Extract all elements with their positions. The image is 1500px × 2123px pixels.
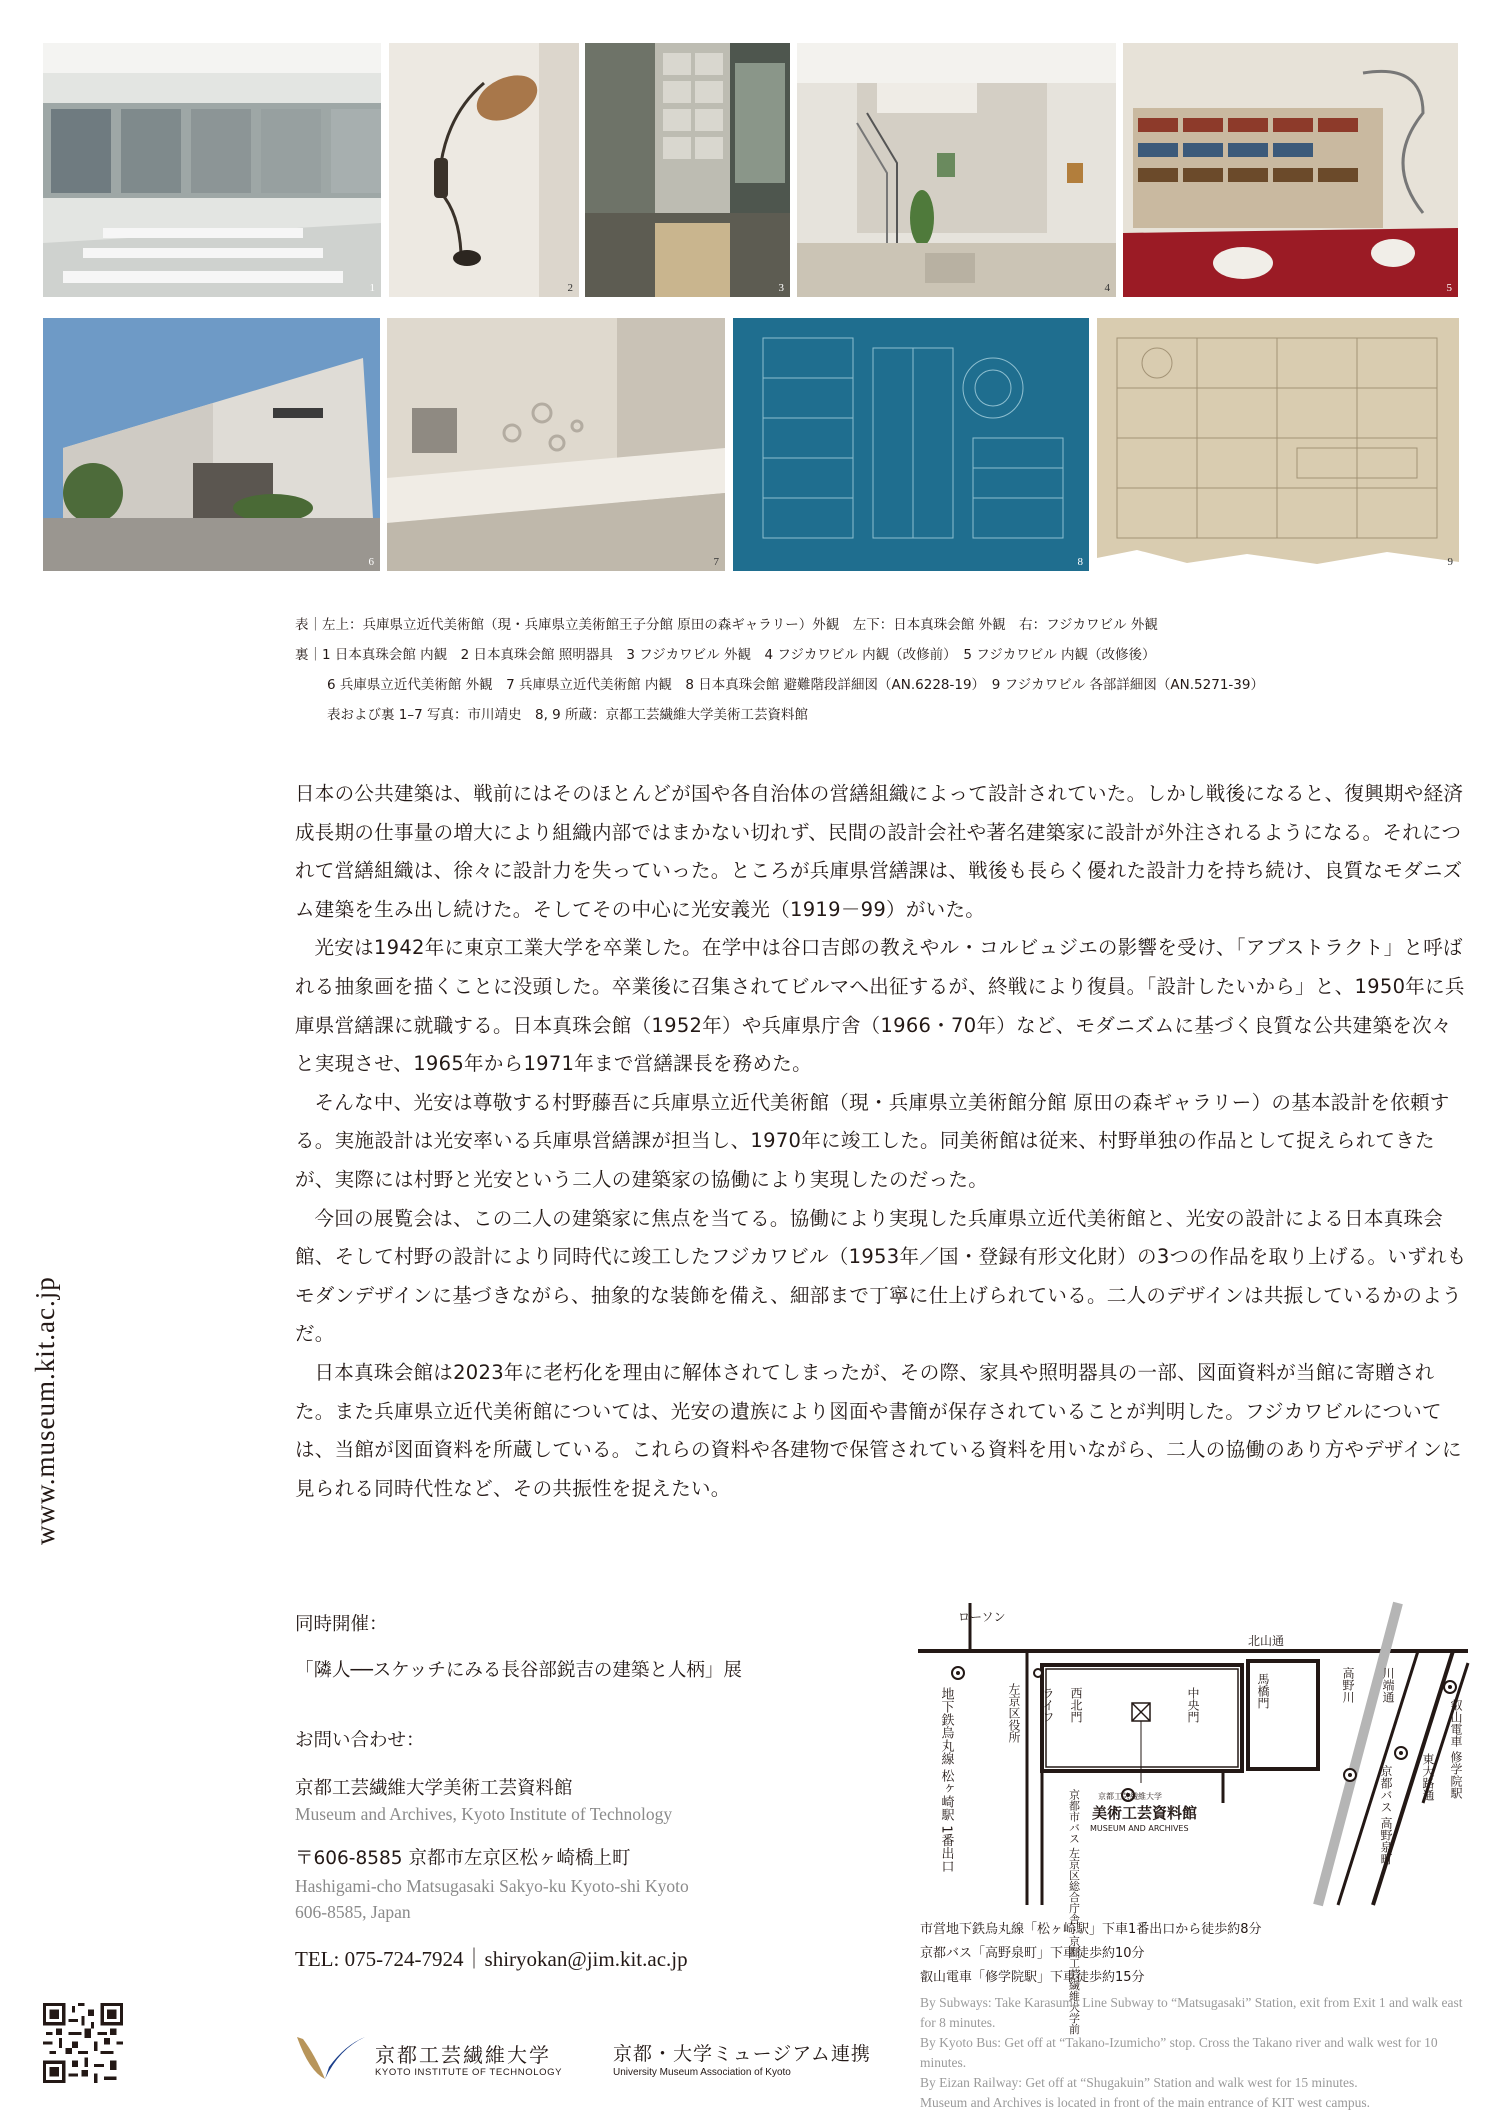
- photo-number: 1: [369, 282, 375, 294]
- access-eizan-jp: 叡山電車「修学院駅」下車徒歩約15分: [920, 1970, 1145, 1985]
- kit-name-en: KYOTO INSTITUTE OF TECHNOLOGY: [375, 2067, 563, 2078]
- paragraph-1: 日本の公共建築は、戦前にはそのほとんどが国や各自治体の営繕組織によって設計されていた。しかし戦後になると、復興期や経済成長期の仕事量の増大により組織内部ではまかない切れず、民間の設計会社や著名建築家に設計が外注されるようになる。それにつれて営繕組織は、徐々に設計力を失っていった。ところが兵庫県営繕課は、戦後も長らく優れた設計力を持ち続け、良質なモダニズム建築を生み出し続けた。そしてその中心に光安義光（1919－99）がいた。: [295, 782, 1464, 921]
- photo-8-image: [733, 318, 1089, 571]
- photo-4-fujikawa-interior-before: [797, 43, 1116, 297]
- museum-url-vertical[interactable]: [30, 1276, 76, 1585]
- paragraph-5: 日本真珠会館は2023年に老朽化を理由に解体されてしまったが、その際、家具や照明器具の一部、図面資料が当館に寄贈された。また兵庫県立近代美術館については、光安の遺族により図面や書簡が保存されていることが判明した。フジカワビルについては、当館が図面資料を所蔵している。これらの資料や各建物で保管されている資料を用いながら、二人の協働のあり方やデザインに見られる同時代性など、その共振性を捉えたい。: [295, 1360, 1462, 1500]
- map-museum-name: 美術工芸資料館: [1092, 1804, 1198, 1822]
- exhibition-description: [295, 775, 1470, 1508]
- photo-credits: [295, 610, 1445, 730]
- photo-9-fujikawa-detail-drawing: [1097, 318, 1459, 571]
- kit-emblem-icon: [295, 2035, 367, 2081]
- map-label-chuo-gate: 中央門: [1186, 1687, 1200, 1723]
- address-jp: 〒606-8585 京都市左京区松ヶ崎橋上町: [295, 1848, 631, 1869]
- tel-email[interactable]: TEL: 075-724-7924｜shiryokan@jim.kit.ac.jp: [295, 1947, 688, 1971]
- photo-8-pearl-hall-stair-drawing: [733, 318, 1089, 571]
- paragraph-3: そんな中、光安は尊敬する村野藤吾に兵庫県立近代美術館（現・兵庫県立美術館分館 原田の森ギャラリー）の基本設計を依頼する。実施設計は光安率いる兵庫県営繕課が担当し、1970年に竣工した。同美術館は従来、村野単独の作品として捉えられてきたが、実際には村野と光安という二人の建築家の協働により実現したのだった。: [295, 1090, 1450, 1191]
- map-label-sakyo-office: 左京区役所: [1007, 1683, 1021, 1743]
- photo-2-lighting-fixture: [389, 43, 579, 297]
- map-label-higashioji: 東大路通: [1421, 1753, 1435, 1801]
- photo-number: 7: [713, 556, 719, 568]
- photo-7-museum-interior: [387, 318, 725, 571]
- photo-5-image: [1123, 43, 1458, 297]
- credits-back-1: 裏｜1 日本真珠会館 内観 2 日本真珠会館 照明器具 3 フジカワビル 外観 4 フジカワビル 内観（改修前） 5 フジカワビル 内観（改修後）: [295, 647, 1156, 663]
- map-label-takano-river: 高野川: [1341, 1667, 1355, 1703]
- address-en-2: 606-8585, Japan: [295, 1902, 411, 1922]
- map-label-life: ライフ: [1041, 1687, 1055, 1723]
- org-name-jp: 京都工芸繊維大学美術工芸資料館: [295, 1778, 573, 1799]
- photo-1-pearl-hall-interior: [43, 43, 381, 297]
- photo-1-image: [43, 43, 381, 297]
- map-label-subway: 地下鉄烏丸線 松ヶ崎駅 1番出口: [938, 1687, 954, 1873]
- photo-number: 9: [1447, 556, 1453, 568]
- access-note-en: Museum and Archives is located in front of the main entrance of KIT west campus.: [920, 2095, 1371, 2110]
- map-label-lawson: ローソン: [958, 1610, 1006, 1624]
- map-label-city-bus: 京都市バス 左京区総合庁舎・京都工芸繊維大学前: [1067, 1789, 1081, 2035]
- photo-6-museum-exterior: [43, 318, 380, 571]
- map-label-nishikita-gate: 西北門: [1069, 1687, 1083, 1723]
- map-museum-name-en: MUSEUM AND ARCHIVES: [1090, 1824, 1189, 1833]
- access-bus-en: By Kyoto Bus: Get off at “Takano-Izumicho” stop. Cross the Takano river and walk west for 10 minutes.: [920, 2035, 1438, 2070]
- paragraph-2: 光安は1942年に東京工業大学を卒業した。在学中は谷口吉郎の教えやル・コルビュジエの影響を受け、「アブストラクト」と呼ばれる抽象画を描くことに没頭した。卒業後に召集されてビルマへ出征するが、終戦により復員。「設計したいから」と、1950年に兵庫県営繕課に就職する。日本真珠会館（1952年）や兵庫県庁舎（1966・70年）など、モダニズムに基づく良質な公共建築を次々と実現させ、1965年から1971年まで営繕課長を務めた。: [295, 936, 1465, 1076]
- credits-front: 表｜左上：兵庫県立近代美術館（現・兵庫県立美術館王子分館 原田の森ギャラリー）外観 左下：日本真珠会館 外観 右：フジカワビル 外観: [295, 617, 1158, 633]
- um-name-jp: 京都・大学ミュージアム連携: [613, 2043, 871, 2065]
- access-directions-jp: [920, 1918, 1262, 1990]
- access-subway-en: By Subways: Take Karasuma Line Subway to “Matsugasaki” Station, exit from Exit 1 and walk east for 8 minutes.: [920, 1995, 1463, 2030]
- photo-number: 8: [1077, 556, 1083, 568]
- paragraph-4: 今回の展覧会は、この二人の建築家に焦点を当てる。協働により実現した兵庫県立近代美術館と、光安の設計による日本真珠会館、そして村野の設計により同時代に竣工したフジカワビル（1953年／国・登録有形文化財）の3つの作品を取り上げる。いずれもモダンデザインに基づきながら、抽象的な装飾を備え、細部まで丁寧に仕上げられている。二人のデザインは共振しているかのようだ。: [295, 1206, 1467, 1346]
- um-name-en: University Museum Association of Kyoto: [613, 2067, 791, 2078]
- photo-3-image: [585, 43, 790, 297]
- concurrent-heading: 同時開催：: [295, 1614, 388, 1635]
- footer-logos: [295, 2033, 895, 2089]
- access-directions-en: [920, 1993, 1470, 2113]
- qr-code[interactable]: [43, 2003, 123, 2083]
- access-bus-jp: 京都バス「高野泉町」下車徒歩約10分: [920, 1946, 1145, 1961]
- photo-number: 6: [368, 556, 374, 568]
- map-label-kawabata: 川端通: [1381, 1667, 1395, 1703]
- map-label-umaya-gate: 馬橋門: [1256, 1673, 1270, 1709]
- photo-9-image: [1097, 318, 1459, 571]
- photo-2-image: [389, 43, 579, 297]
- photo-number: 5: [1446, 282, 1452, 294]
- museum-url[interactable]: www.museum.kit.ac.jp: [30, 1276, 60, 1545]
- credits-photographer: 表および裏 1–7 写真：市川靖史 8, 9 所蔵：京都工芸繊維大学美術工芸資料館: [327, 707, 809, 723]
- photo-number: 2: [567, 282, 573, 294]
- credits-back-2: 6 兵庫県立近代美術館 外観 7 兵庫県立近代美術館 内観 8 日本真珠会館 避難階段詳細図（AN.6228-19） 9 フジカワビル 各部詳細図（AN.5271-39）: [327, 677, 1264, 693]
- address-en-1: Hashigami-cho Matsugasaki Sakyo-ku Kyoto-shi Kyoto: [295, 1876, 689, 1896]
- access-eizan-en: By Eizan Railway: Get off at “Shugakuin” Station and walk west for 15 minutes.: [920, 2075, 1358, 2090]
- photo-7-image: [387, 318, 725, 571]
- map-label-eizan-station: 叡山電車 修学院駅: [1449, 1699, 1463, 1799]
- concurrent-exhibition: 「隣人──スケッチにみる長谷部鋭吉の建築と人柄」展: [295, 1660, 742, 1681]
- access-subway-jp: 市営地下鉄烏丸線「松ヶ崎駅」下車1番出口から徒歩約8分: [920, 1922, 1262, 1937]
- photo-number: 4: [1104, 282, 1110, 294]
- map-museum-univ: 京都工芸繊維大学: [1098, 1792, 1162, 1801]
- photo-4-image: [797, 43, 1116, 297]
- photo-number: 3: [778, 282, 784, 294]
- map-label-kyoto-bus: 京都バス 高野泉町: [1379, 1765, 1393, 1865]
- kit-name-jp: 京都工芸繊維大学: [375, 2043, 551, 2067]
- org-name-en: Museum and Archives, Kyoto Institute of Technology: [295, 1804, 673, 1824]
- photo-5-fujikawa-interior-after: [1123, 43, 1458, 297]
- map-label-kitayama: 北山通: [1248, 1634, 1285, 1648]
- photo-6-image: [43, 318, 380, 571]
- photo-3-fujikawa-exterior: [585, 43, 790, 297]
- contact-heading: お問い合わせ：: [295, 1730, 425, 1751]
